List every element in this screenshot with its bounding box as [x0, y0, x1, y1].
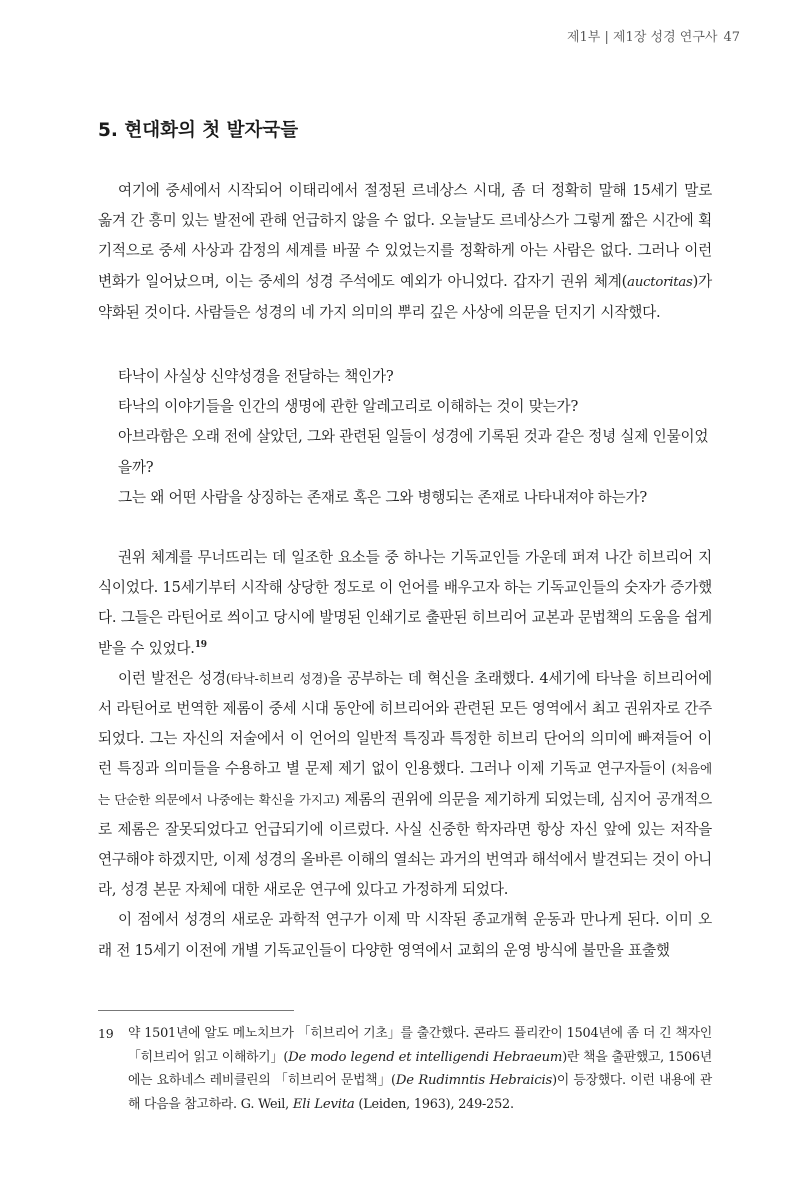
paragraph-jerome-part-c: 제롬의 권위에 의문을 제기하게 되었는데, 심지어 공개적으로 제롬은 잘못되었다고 언급되기에 이르렀다. 사실 신중한 학자라면 항상 자신 앞에 있는 저작을 연구해야 하겠지만, 이제 성경의 올바른 이해의 열쇠는 과거의 번역과 해석에서 발견되는 것이 아니라, 성경 본문 자체에 대한 새로운 연구에 있다고 가정하게 되었다. — [98, 790, 713, 899]
question-item: 아브라함은 오래 전에 살았던, 그와 관련된 일들이 성경에 기록된 것과 같은 정녕 실제 인물이었을까? — [118, 428, 709, 476]
footnote-number: 19 — [98, 1026, 114, 1041]
running-title: 제1부 | 제1장 성경 연구사 — [566, 30, 718, 45]
latin-term-auctoritas: auctoritas — [627, 274, 693, 290]
footnote-reference[interactable]: 19 — [194, 639, 207, 650]
paragraph-jerome-aside-2: (처음에는 단순한 의문에서 나중에는 확신을 가지고) — [98, 761, 712, 807]
section-title: 5. 현대화의 첫 발자국들 — [98, 120, 299, 141]
footnote-part-d: (Leiden, 1963), 249-252. — [354, 1096, 514, 1112]
paragraph-intro-part-a: 여기에 중세에서 시작되어 이태리에서 절정된 르네상스 시대, 좀 더 정확히 말해 15세기 말로 옮겨 간 흥미 있는 발전에 관해 언급하지 않을 수 없다. 오늘날도 르네상스가 그렇게 짧은 시간에 획기적으로 중세 사상과 감정의 세계를 바꿀 수 있었는지를 정확하게 아는 사람은 없다. 그러나 이런 변화가 일어났으며, 이는 중세의 성경 주석에도 예외가 아니었다. 갑자기 권위 체계( — [98, 182, 712, 290]
footnote-divider — [98, 1010, 294, 1011]
question-item: 그는 왜 어떤 사람을 상징하는 존재로 혹은 그와 병행되는 존재로 나타내져야 하는가? — [118, 488, 647, 506]
running-header — [567, 26, 740, 45]
footnote — [98, 1022, 712, 1116]
paragraph-hebrew-knowledge — [98, 543, 712, 966]
footnote-part-c: )이 등장했다. 이런 내용에 관해 다음을 참고하라. G. Weil, — [128, 1073, 712, 1112]
paragraph-intro-text — [98, 176, 712, 328]
paragraph-jerome-text — [98, 664, 712, 906]
question-item: 타낙이 사실상 신약성경을 전달하는 책인가? — [118, 368, 394, 385]
paragraph-hebrew-knowledge-body: 권위 체계를 무너뜨리는 데 일조한 요소들 중 하나는 기독교인들 가운데 퍼져 나간 히브리어 지식이었다. 15세기부터 시작해 상당한 정도로 이 언어를 배우고자 하는 기독교인들의 숫자가 증가했다. 그들은 라틴어로 씌이고 당시에 발명된 인쇄기로 출판된 히브리어 교본과 문법책의 도움을 쉽게 받을 수 있었다. — [98, 549, 712, 657]
paragraph-jerome-aside-1: (타낙-히브리 성경) — [225, 670, 328, 686]
question-list — [98, 362, 712, 513]
footnote-part-a: 약 1501년에 알도 메노치브가 「히브리어 기초」를 출간했다. 콘라드 플리칸이 1504년에 좀 더 긴 책자인 「히브리어 읽고 이해하기」( — [128, 1026, 712, 1065]
footnote-part-b: )란 책을 출판했고, 1506년에는 요하네스 레비클린의 「히브리어 문법책」( — [128, 1049, 712, 1088]
paragraph-intro-part-b: )가 약화된 것이다. 사람들은 성경의 네 가지 의미의 뿌리 깊은 사상에 의문을 던지기 시작했다. — [98, 272, 712, 321]
paragraph-hebrew-knowledge-text — [98, 543, 712, 664]
page-number: 47 — [723, 30, 740, 45]
paragraph-jerome-part-a: 이런 발전은 성경 — [118, 669, 226, 687]
footnote-latin-title-2: De Rudimntis Hebraicis — [395, 1073, 553, 1088]
footnote-book-title: Eli Levita — [292, 1096, 355, 1112]
paragraph-jerome-part-b: 을 공부하는 데 혁신을 초래했다. 4세기에 타낙을 히브리어에서 라틴어로 번역한 제롬이 중세 시대 동안에 히브리어와 관련된 모든 영역에서 최고 권위자로 간주되었다. 그는 자신의 저술에서 이 언어의 일반적 특징과 특정한 히브리 단어의 의미에 빠져들어 이런 특징과 의미들을 수용하고 별 문제 제기 없이 인용했다. 그러나 이제 기독교 연구자들이 — [98, 669, 713, 778]
paragraph-intro — [98, 176, 712, 328]
paragraph-reformation-text: 이 점에서 성경의 새로운 과학적 연구가 이제 막 시작된 종교개혁 운동과 만나게 된다. 이미 오래 전 15세기 이전에 개별 기독교인들이 다양한 영역에서 교회의 운영 방식에 불만을 표출했 — [98, 911, 712, 959]
question-item: 타낙의 이야기들을 인간의 생명에 관한 알레고리로 이해하는 것이 맞는가? — [118, 398, 579, 416]
footnote-latin-title-1: De modo legend et intelligendi Hebraeum — [288, 1049, 563, 1065]
